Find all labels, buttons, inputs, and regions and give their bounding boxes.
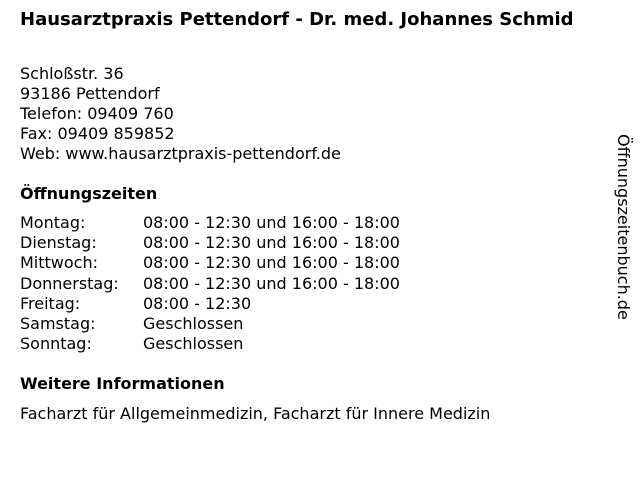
- phone: Telefon: 09409 760: [20, 104, 174, 123]
- hours-day: Sonntag:: [20, 334, 92, 354]
- opening-hours-table: [20, 213, 400, 354]
- brand-watermark: Öffnungszeitenbuch.de: [614, 134, 633, 320]
- hours-time: 08:00 - 12:30 und 16:00 - 18:00: [143, 233, 400, 253]
- address-block: [20, 64, 341, 164]
- hours-day: Freitag:: [20, 293, 81, 313]
- hours-row: [20, 294, 400, 314]
- hours-time: 08:00 - 12:30 und 16:00 - 18:00: [143, 253, 400, 273]
- hours-row: [20, 253, 400, 273]
- hours-time: 08:00 - 12:30 und 16:00 - 18:00: [143, 273, 400, 293]
- street: Schloßstr. 36: [20, 64, 124, 83]
- hours-row: [20, 334, 400, 354]
- further-info-text: Facharzt für Allgemeinmedizin, Facharzt für Innere Medizin: [20, 404, 491, 423]
- hours-time: 08:00 - 12:30: [143, 293, 252, 313]
- hours-day: Montag:: [20, 213, 86, 232]
- website: Web: www.hausarztpraxis-pettendorf.de: [20, 144, 341, 163]
- hours-day: Samstag:: [20, 314, 96, 334]
- practice-name: Hausarztpraxis Pettendorf - Dr. med. Johannes Schmid: [20, 9, 574, 30]
- hours-row: [20, 274, 400, 294]
- city: 93186 Pettendorf: [20, 84, 160, 103]
- opening-hours-heading: Öffnungszeiten: [20, 184, 158, 203]
- hours-day: Mittwoch:: [20, 253, 98, 273]
- fax: Fax: 09409 859852: [20, 124, 175, 143]
- hours-time: Geschlossen: [143, 334, 244, 354]
- hours-day: Dienstag:: [20, 233, 97, 253]
- further-info-heading: Weitere Informationen: [20, 374, 225, 393]
- hours-time: Geschlossen: [143, 314, 244, 334]
- hours-row: [20, 233, 400, 253]
- hours-row: [20, 213, 400, 233]
- hours-row: [20, 314, 400, 334]
- hours-day: Donnerstag:: [20, 273, 119, 293]
- hours-time: 08:00 - 12:30 und 16:00 - 18:00: [143, 213, 400, 232]
